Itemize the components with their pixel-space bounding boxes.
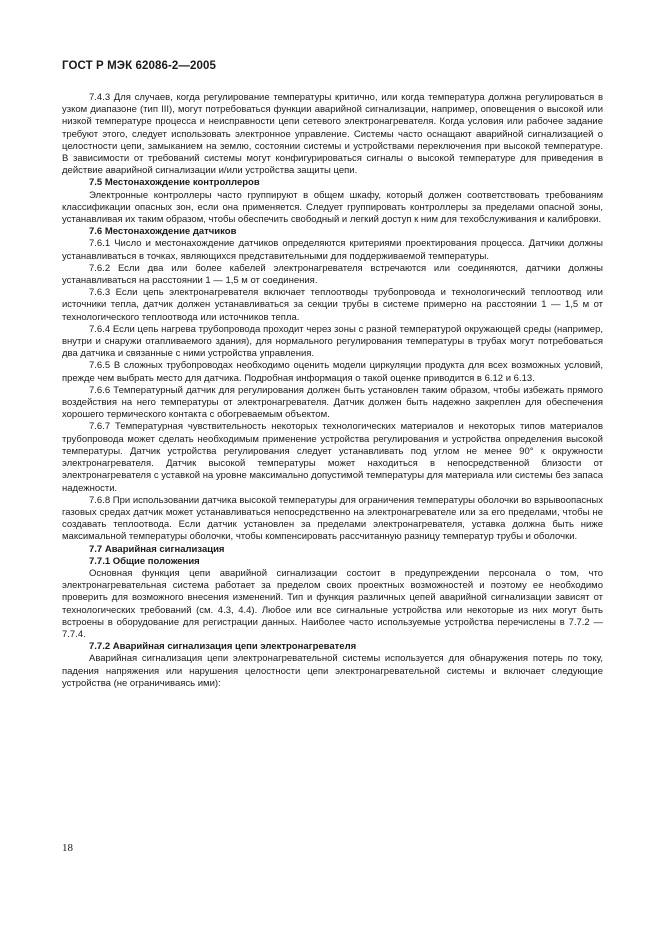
paragraph-7-6-6: 7.6.6 Температурный датчик для регулирования должен быть установлен таким образом, чтобы избежать прямого воздействия на него температуры от электронагревателя. Датчик должен быть надежно закреплен для обеспечения хорошего термического контакта с обогреваемым объектом. [62,384,603,421]
section-heading-7-7-2: 7.7.2 Аварийная сигнализация цепи электронагревателя [89,641,357,653]
paragraph: Аварийная сигнализация цепи электронагревательной системы используется для обнаружения потерь по току, падения напряжения или нарушения целостности цепи электронагревательной системы и включает следующие устройства (не ограничиваясь ими): [62,653,603,689]
paragraph: Электронные контроллеры часто группируют в общем шкафу, который должен соответствовать требованиям классификации опасных зон, если она применяется. Следует группировать контроллеры за пределами опасной зоны, устанавливая их таким образом, чтобы обеспечить свободный и легкий доступ к ним для техобслуживания и калибровки. [62,189,603,226]
document-header: ГОСТ Р МЭК 62086-2—2005 [62,60,216,72]
section-heading-7-6: 7.6 Местонахождение датчиков [89,226,237,238]
paragraph-7-6-2: 7.6.2 Если два или более кабелей электронагревателя встречаются или соединяются, датчики должны устанавливаться на расстоянии 1 — 1,5 м от соединения. [62,262,603,287]
page-number: 18 [62,842,73,854]
paragraph-7-6-7: 7.6.7 Температурная чувствительность некоторых технологических материалов и некоторых типов материалов трубопровода может сделать необходимым применение устройства регулирования и устройства определения высокой температуры. Датчик устройства регулирования следует устанавливать под углом не менее 90° к окружности электронагревателя. Датчик высокой температуры может находиться в непосредственной близости от электронагревателя с уставкой на уровне максимально допустимой температуры для материала или системы без запаса надежности. [62,421,603,494]
paragraph: Основная функция цепи аварийной сигнализации состоит в предупреждении персонала о том, что электронагревательная система работает за пределом своих проектных возможностей и поэтому ее необходимо проверить для возможного внесения изменений. Тип и функция различных цепей аварийной сигнализации зависят от технологических требований (см. 4.3, 4.4). Любое или все сигнальные устройства или некоторые из них могут быть встроены в оборудование для регистрации данных. Наиболее часто используемые устройства перечислены в 7.7.2 — 7.7.4. [62,567,603,640]
paragraph-7-6-4: 7.6.4 Если цепь нагрева трубопровода проходит через зоны с разной температурой окружающей среды (например, внутри и снаружи отапливаемого здания), для нормального регулирования температуры в трубах могут потребоваться два датчика и связанные с ними устройства управления. [62,323,603,360]
paragraph-7-6-3: 7.6.3 Если цепь электронагревателя включает теплоотводы трубопровода и технологический теплоотвод или источники тепла, датчик должен устанавливаться за секции трубы в системе примерно на расстоянии 1 — 1,5 м от технологического теплоотвода или источников тепла. [62,287,603,323]
paragraph-7-6-5: 7.6.5 В сложных трубопроводах необходимо оценить модели циркуляции продукта для всех возможных условий, прежде чем выбрать место для датчика. Подробная информация о такой оценке приводится в 6.12 и 6.13. [62,360,603,384]
section-heading-7-7-1: 7.7.1 Общие положения [89,555,200,567]
document-body [62,92,603,690]
paragraph-7-6-8: 7.6.8 При использовании датчика высокой температуры для ограничения температуры оболочки во взрывоопасных газовых средах датчик может устанавливаться непосредственно на электронагревателе или за его пределами, чтобы не создавать теплоотвода. Если датчик установлен за пределами электронагревателя, уставка должна быть ниже максимальной температуры оболочки, чтобы компенсировать рассчитанную разницу температур трубы и оболочки. [62,494,603,543]
section-heading-7-5: 7.5 Местонахождение контроллеров [89,177,260,189]
paragraph-7-4-3: 7.4.3 Для случаев, когда регулирование температуры критично, или когда температура должна регулироваться в узком диапазоне (тип III), могут потребоваться функции аварийной сигнализации, например, оповещения о высокой или низкой температуре процесса и неисправности цепи сетевого электронагревателя. Когда условия или рабочее задание требуют этого, следует использовать электронное управление. Системы часто оснащают аварийной сигнализацией о целостности цепи, замыканием на землю, состоянии системы и устройствами переключения при высокой температуре. В зависимости от требований системы могут конфигурироваться сигналы о высокой температуре для приведения в действие аварийной сигнализации и/или устройства защиты цепи. [62,92,603,177]
paragraph-7-6-1: 7.6.1 Число и местонахождение датчиков определяются критериями проектирования процесса. Датчики должны устанавливаться в точках, являющихся представительными для поддерживаемой температуры. [62,238,603,262]
section-heading-7-7: 7.7 Аварийная сигнализация [89,543,225,555]
